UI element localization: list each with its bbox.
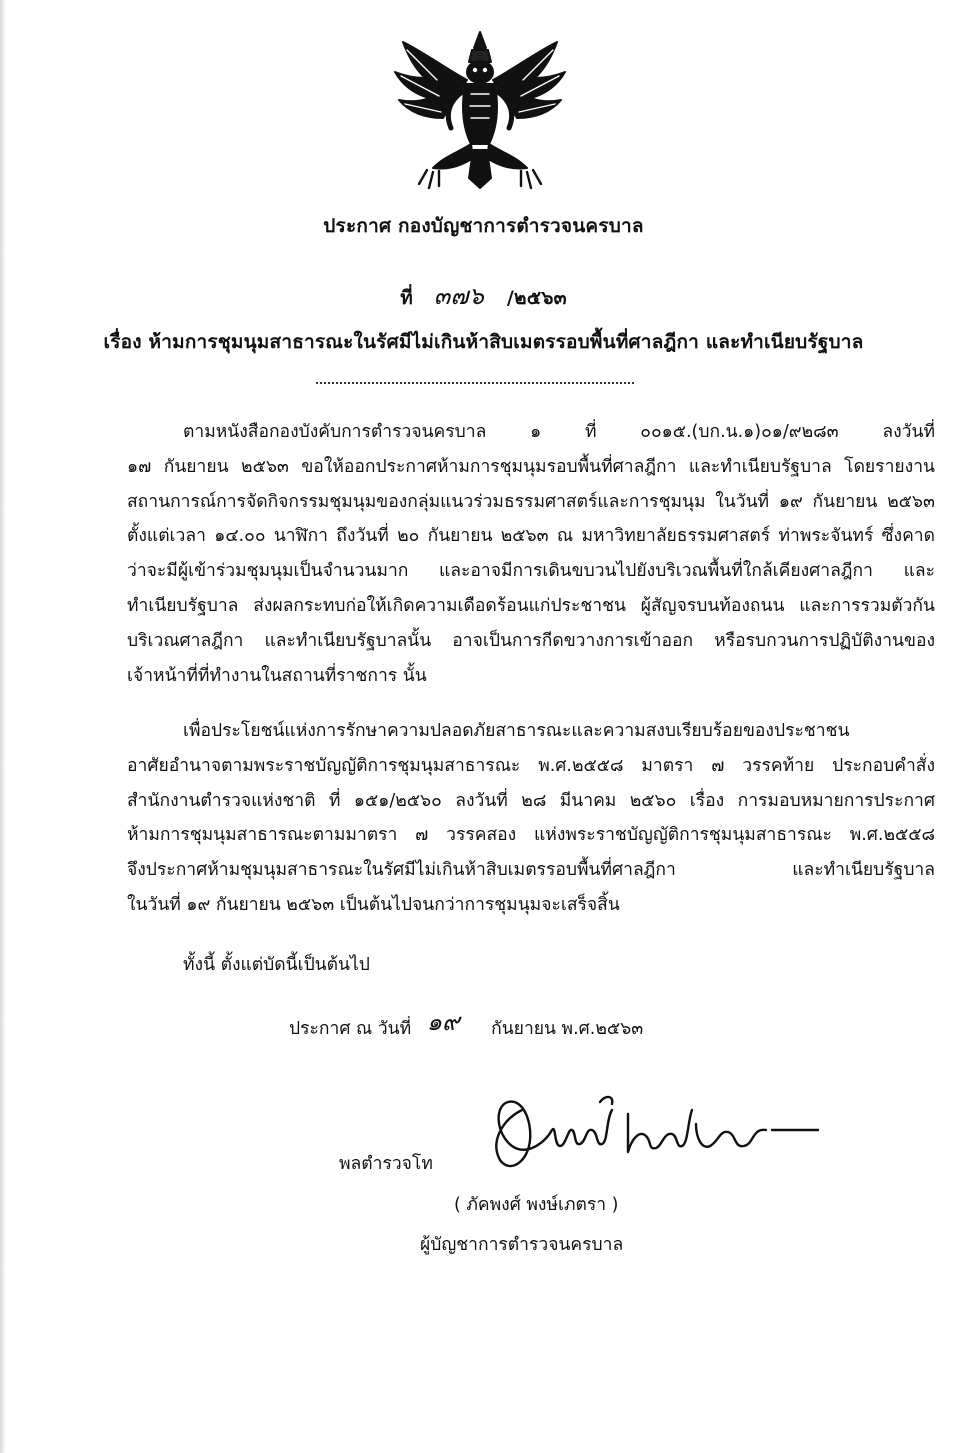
handwritten-signature-icon bbox=[482, 1080, 822, 1180]
number-handwritten: ๓๗๖ bbox=[433, 282, 485, 310]
paragraph-line: ๑๗ กันยายน ๒๕๖๓ ขอให้ออกประกาศห้ามการชุมนุมรอบพื้นที่ศาลฎีกา และทำเนียบรัฐบาล โดยรายงาน bbox=[127, 456, 935, 477]
announcement-subject: เรื่อง ห้ามการชุมนุมสาธารณะในรัศมีไม่เกินห้าสิบเมตรรอบพื้นที่ศาลฎีกา และทำเนียบรัฐบาล bbox=[103, 331, 864, 353]
paragraph-line: ทำเนียบรัฐบาล ส่งผลกระทบก่อให้เกิดความเดือดร้อนแก่ประชาชน ผู้สัญจรบนท้องถนน และการรวมตัวกัน bbox=[127, 595, 935, 616]
paragraph-line: ตามหนังสือกองบังคับการตำรวจนครบาล ๑ ที่ ๐๐๑๕.(บก.น.๑)๐๑/๙๒๘๓ ลงวันที่ bbox=[183, 422, 935, 442]
paragraph-line: สถานการณ์การจัดกิจกรรมชุมนุมของกลุ่มแนวร่วมธรรมศาสตร์และการชุมนุม ในวันที่ ๑๙ กันยายน ๒๕๖๓ bbox=[127, 491, 935, 512]
paragraph-line: เพื่อประโยชน์แห่งการรักษาความปลอดภัยสาธารณะและความสงบเรียบร้อยของประชาชน bbox=[183, 721, 850, 741]
body-paragraph-2 bbox=[127, 714, 935, 923]
dotted-divider bbox=[316, 382, 634, 384]
paragraph-line: ในวันที่ ๑๙ กันยายน ๒๕๖๓ เป็นต้นไปจนกว่าการชุมนุมจะเสร็จสิ้น bbox=[127, 894, 620, 915]
date-day-handwritten: ๑๙ bbox=[426, 1008, 460, 1036]
paragraph-line: สำนักงานตำรวจแห่งชาติ ที่ ๑๕๑/๒๕๖๐ ลงวันที่ ๒๘ มีนาคม ๒๕๖๐ เรื่อง การมอบหมายการประกาศ bbox=[127, 790, 935, 811]
paragraph-line: ตั้งแต่เวลา ๑๔.๐๐ นาฬิกา ถึงวันที่ ๒๐ กันยายน ๒๕๖๓ ณ มหาวิทยาลัยธรรมศาสตร์ ท่าพระจันทร์ ซึ่งคาด bbox=[127, 526, 935, 547]
signer-position: ผู้บัญชาการตำรวจนครบาล bbox=[420, 1235, 624, 1255]
garuda-emblem-icon bbox=[375, 28, 585, 198]
closing-statement: ทั้งนี้ ตั้งแต่บัดนี้เป็นต้นไป bbox=[183, 955, 370, 975]
announcement-number bbox=[0, 276, 967, 315]
body-paragraph-1 bbox=[127, 415, 935, 693]
announcement-title: ประกาศ กองบัญชาการตำรวจนครบาล bbox=[323, 215, 644, 237]
paragraph-line: ว่าจะมีผู้เข้าร่วมชุมนุมเป็นจำนวนมาก และอาจมีการเดินขบวนไปยังบริเวณพื้นที่ใกล้เคียงศาลฎีกา และ bbox=[127, 561, 935, 582]
signer-rank: พลตำรวจโท bbox=[339, 1154, 433, 1174]
date-line bbox=[289, 1006, 643, 1045]
signer-name: ( ภัคพงศ์ พงษ์เภตรา ) bbox=[454, 1195, 619, 1215]
date-month-year: กันยายน พ.ศ.๒๕๖๓ bbox=[491, 1019, 644, 1039]
paragraph-line: อาศัยอำนาจตามพระราชบัญญัติการชุมนุมสาธารณะ พ.ศ.๒๕๕๘ มาตรา ๗ วรรคท้าย ประกอบคำสั่ง bbox=[127, 755, 935, 776]
paragraph-line: จึงประกาศห้ามชุมนุมสาธารณะในรัศมีไม่เกินห้าสิบเมตรรอบพื้นที่ศาลฎีกา และทำเนียบรัฐบาล bbox=[127, 860, 935, 881]
paragraph-line: เจ้าหน้าที่ที่ทำงานในสถานที่ราชการ นั้น bbox=[127, 665, 427, 686]
paragraph-line: ห้ามการชุมนุมสาธารณะตามมาตรา ๗ วรรคสอง แห่งพระราชบัญญัติการชุมนุมสาธารณะ พ.ศ.๒๕๕๘ bbox=[127, 825, 935, 846]
number-prefix: ที่ bbox=[400, 287, 413, 309]
number-suffix: /๒๕๖๓ bbox=[506, 287, 567, 309]
date-day-label: วันที่ bbox=[377, 1019, 412, 1039]
paragraph-line: บริเวณศาลฎีกา และทำเนียบรัฐบาลนั้น อาจเป็นการกีดขวางการเข้าออก หรือรบกวนการปฏิบัติงานของ bbox=[127, 630, 935, 651]
date-prefix: ประกาศ ณ bbox=[289, 1019, 373, 1039]
